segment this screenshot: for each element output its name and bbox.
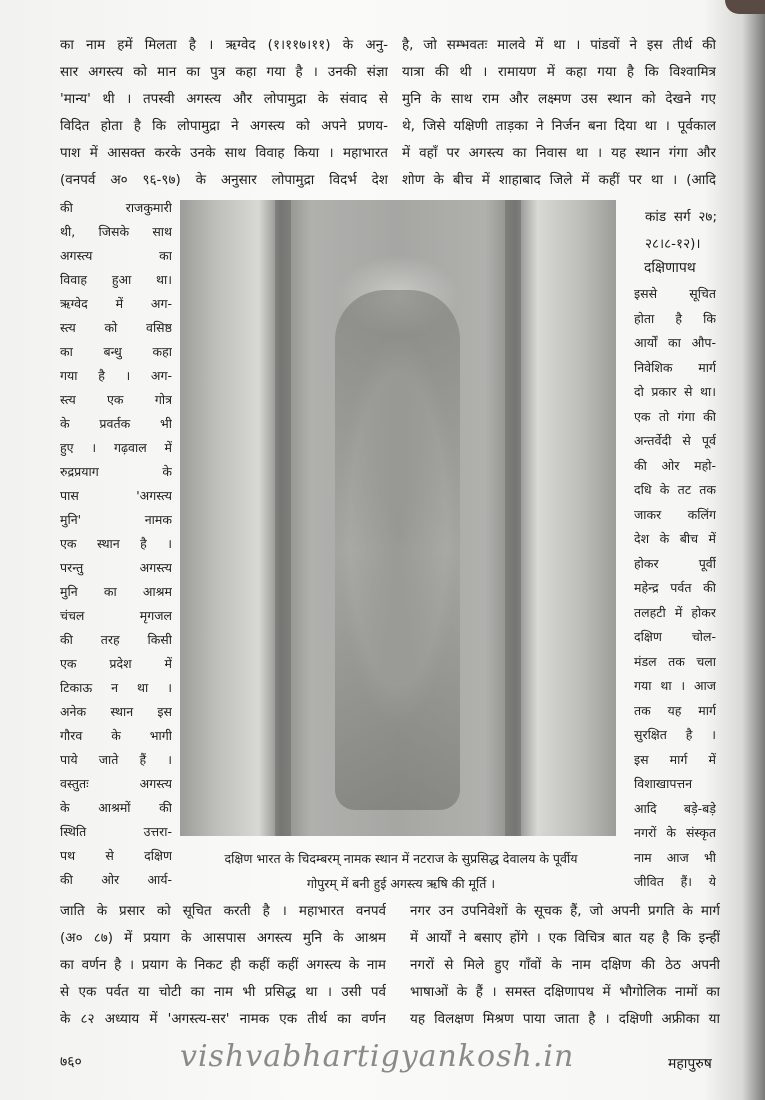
narrow-right-column	[634, 282, 716, 895]
text-line: दो प्रकार से था।	[634, 384, 716, 399]
text-line: विवाह हुआ था।	[60, 272, 172, 287]
text-line: गौरव के भागी	[60, 728, 172, 743]
bottom-left-column	[60, 898, 386, 1033]
running-footer: महापुरुष	[668, 1056, 712, 1072]
text-line: मुनि' नामक	[60, 512, 172, 527]
text-line: यात्रा की थी । रामायण में कहा गया है कि विश्वामित्र	[402, 64, 716, 80]
text-line: स्त्य एक गोत्र	[60, 392, 172, 407]
text-line: २८।८-१२)।	[645, 236, 701, 252]
text-line: मुनि के साथ राम और लक्ष्मण उस स्थान को देखने गए	[402, 91, 716, 107]
text-line: का नाम हमें मिलता है । ऋग्वेद (१।११७।११) के अनु-	[60, 37, 388, 53]
text-line: जाति के प्रसार को सूचित करती है । महाभारत वनपर्व	[60, 903, 386, 919]
text-line: ऋग्वेद में अग-	[60, 296, 172, 311]
text-line: नगरों के संस्कृत	[634, 825, 716, 840]
text-line: के ८२ अध्याय में 'अगस्त्य-सर' नामक एक तीर्थ का वर्णन	[60, 1011, 386, 1027]
text-line: विदित होता है कि लोपामुद्रा ने अगस्त्य को अपने प्रणय-	[60, 118, 388, 134]
text-line: नगरों से मिले हुए गाँवों के नाम दक्षिण की ठेठ अपनी	[410, 957, 720, 973]
text-line: स्थिति उत्तरा-	[60, 824, 172, 839]
text-line: जीवित हैं। ये	[634, 874, 716, 889]
text-line: पाये जाते हैं ।	[60, 752, 172, 767]
text-line: नगर उन उपनिवेशों के सूचक हैं, जो अपनी प्रगति के मार्ग	[410, 903, 720, 919]
text-line: यह विलक्षण मिश्रण पाया जाता है । दक्षिणी अफ्रीका या	[410, 1011, 720, 1027]
text-line: आदि बड़े-बड़े	[634, 800, 716, 816]
text-line: गया था । आज	[634, 678, 716, 693]
text-line: तलहटी में होकर	[634, 604, 716, 620]
text-line: होता है कि	[634, 310, 716, 326]
top-right-tail	[645, 204, 717, 258]
text-line: एक प्रदेश में	[60, 656, 172, 671]
text-line: सार अगस्त्य को मान का पुत्र कहा गया है । उनकी संज्ञा	[60, 64, 388, 80]
text-line: गया है । अग-	[60, 368, 172, 383]
text-line: स्त्य को वसिष्ठ	[60, 320, 172, 335]
text-line: जाकर कलिंग	[634, 506, 716, 522]
text-line: कांड सर्ग २७;	[645, 209, 717, 225]
text-line: एक स्थान है ।	[60, 536, 172, 551]
text-line: इससे सूचित	[634, 286, 716, 301]
text-line: तक यह मार्ग	[634, 702, 716, 718]
text-line: अनेक स्थान इस	[60, 704, 172, 719]
text-line: परन्तु अगस्त्य	[60, 560, 172, 575]
text-line: अन्तर्वेदी से पूर्व	[634, 433, 716, 448]
text-line: शोण के बीच में शाहाबाद जिले में कहीं पर था । (आदि	[402, 172, 716, 188]
text-line: थे, जिसे यक्षिणी ताड़का ने निर्जन बना दिया था । पूर्वकाल	[402, 118, 716, 134]
text-line: निवेशिक मार्ग	[634, 359, 716, 375]
text-line: (वनपर्व अ० ९६-९७) के अनुसार लोपामुद्रा विदर्भ देश	[60, 172, 388, 188]
text-line: (अ० ८७) में प्रयाग के आसपास अगस्त्य मुनि के आश्रम	[60, 930, 386, 946]
watermark: vishvabhartigyankosh.in	[180, 1039, 575, 1074]
statue-figure	[335, 290, 460, 810]
top-left-column	[60, 32, 388, 194]
page-number: ७६०	[60, 1054, 82, 1070]
text-line: के प्रवर्तक भी	[60, 416, 172, 431]
narrow-left-column	[60, 196, 172, 892]
text-line: देश के बीच में	[634, 531, 716, 546]
text-line: का बन्धु कहा	[60, 344, 172, 359]
text-line: दक्षिण चोल-	[634, 629, 716, 644]
text-line: 'मान्य' थी । तपस्वी अगस्त्य और लोपामुद्रा के संवाद से	[60, 91, 388, 107]
text-line: में आर्यों ने बसाए होंगे । एक विचित्र बात यह है कि इन्हीं	[410, 930, 720, 946]
text-line: से एक पर्वत या चोटी का नाम भी प्रसिद्ध था । उसी पर्व	[60, 984, 386, 1000]
text-line: थी, जिसके साथ	[60, 224, 172, 239]
text-line: चंचल मृगजल	[60, 608, 172, 623]
top-right-column	[402, 32, 716, 194]
text-line: हुए । गढ़वाल में	[60, 440, 172, 455]
text-line: रुद्रप्रयाग के	[60, 464, 172, 479]
photo-caption	[176, 846, 626, 896]
text-line: इस मार्ग में	[634, 751, 716, 767]
bottom-right-column	[410, 898, 720, 1033]
caption-line: गोपुरम् में बनी हुई अगस्त्य ऋषि की मूर्ति ।	[306, 876, 496, 891]
text-line: भाषाओं के हैं । समस्त दक्षिणापथ में भौगोलिक नामों का	[410, 984, 720, 1000]
text-line: मंडल तक चला	[634, 653, 716, 669]
page-curl	[725, 0, 765, 14]
text-line: सुरक्षित है ।	[634, 727, 716, 742]
text-line: मुनि का आश्रम	[60, 584, 172, 599]
text-line: अगस्त्य का	[60, 248, 172, 263]
text-line: पाश में आसक्त करके उनके साथ विवाह किया । महाभारत	[60, 145, 388, 161]
text-line: में वहाँ पर अगस्त्य का निवास था । यह स्थान गंगा और	[402, 145, 716, 161]
text-line: पास 'अगस्त्य	[60, 488, 172, 503]
text-line: एक तो गंगा की	[634, 408, 716, 424]
caption-line: दक्षिण भारत के चिदम्बरम् नामक स्थान में नटराज के सुप्रसिद्ध देवालय के पूर्वीय	[224, 851, 578, 866]
text-line: की ओर आर्य-	[60, 872, 172, 887]
text-line: टिकाऊ न था ।	[60, 680, 172, 695]
text-line: का वर्णन है । प्रयाग के निकट ही कहीं कहीं अगस्त्य के नाम	[60, 957, 386, 973]
text-line: नाम आज भी	[634, 849, 716, 865]
agastya-statue-photo	[180, 200, 616, 836]
text-line: की तरह किसी	[60, 632, 172, 647]
text-line: की ओर महो-	[634, 457, 716, 473]
text-line: दधि के तट तक	[634, 482, 716, 497]
text-line: की राजकुमारी	[60, 200, 172, 215]
text-line: होकर पूर्वी	[634, 555, 716, 571]
text-line: आर्यों का औप-	[634, 335, 716, 350]
text-line: पथ से दक्षिण	[60, 848, 172, 863]
text-line: है, जो सम्भवतः मालवे में था । पांडवों ने इस तीर्थ की	[402, 37, 716, 53]
text-line: के आश्रमों की	[60, 800, 172, 815]
section-heading: दक्षिणापथ	[644, 260, 696, 276]
text-line: विशाखापत्तन	[634, 776, 693, 791]
text-line: महेन्द्र पर्वत की	[634, 580, 716, 595]
text-line: वस्तुतः अगस्त्य	[60, 776, 172, 791]
